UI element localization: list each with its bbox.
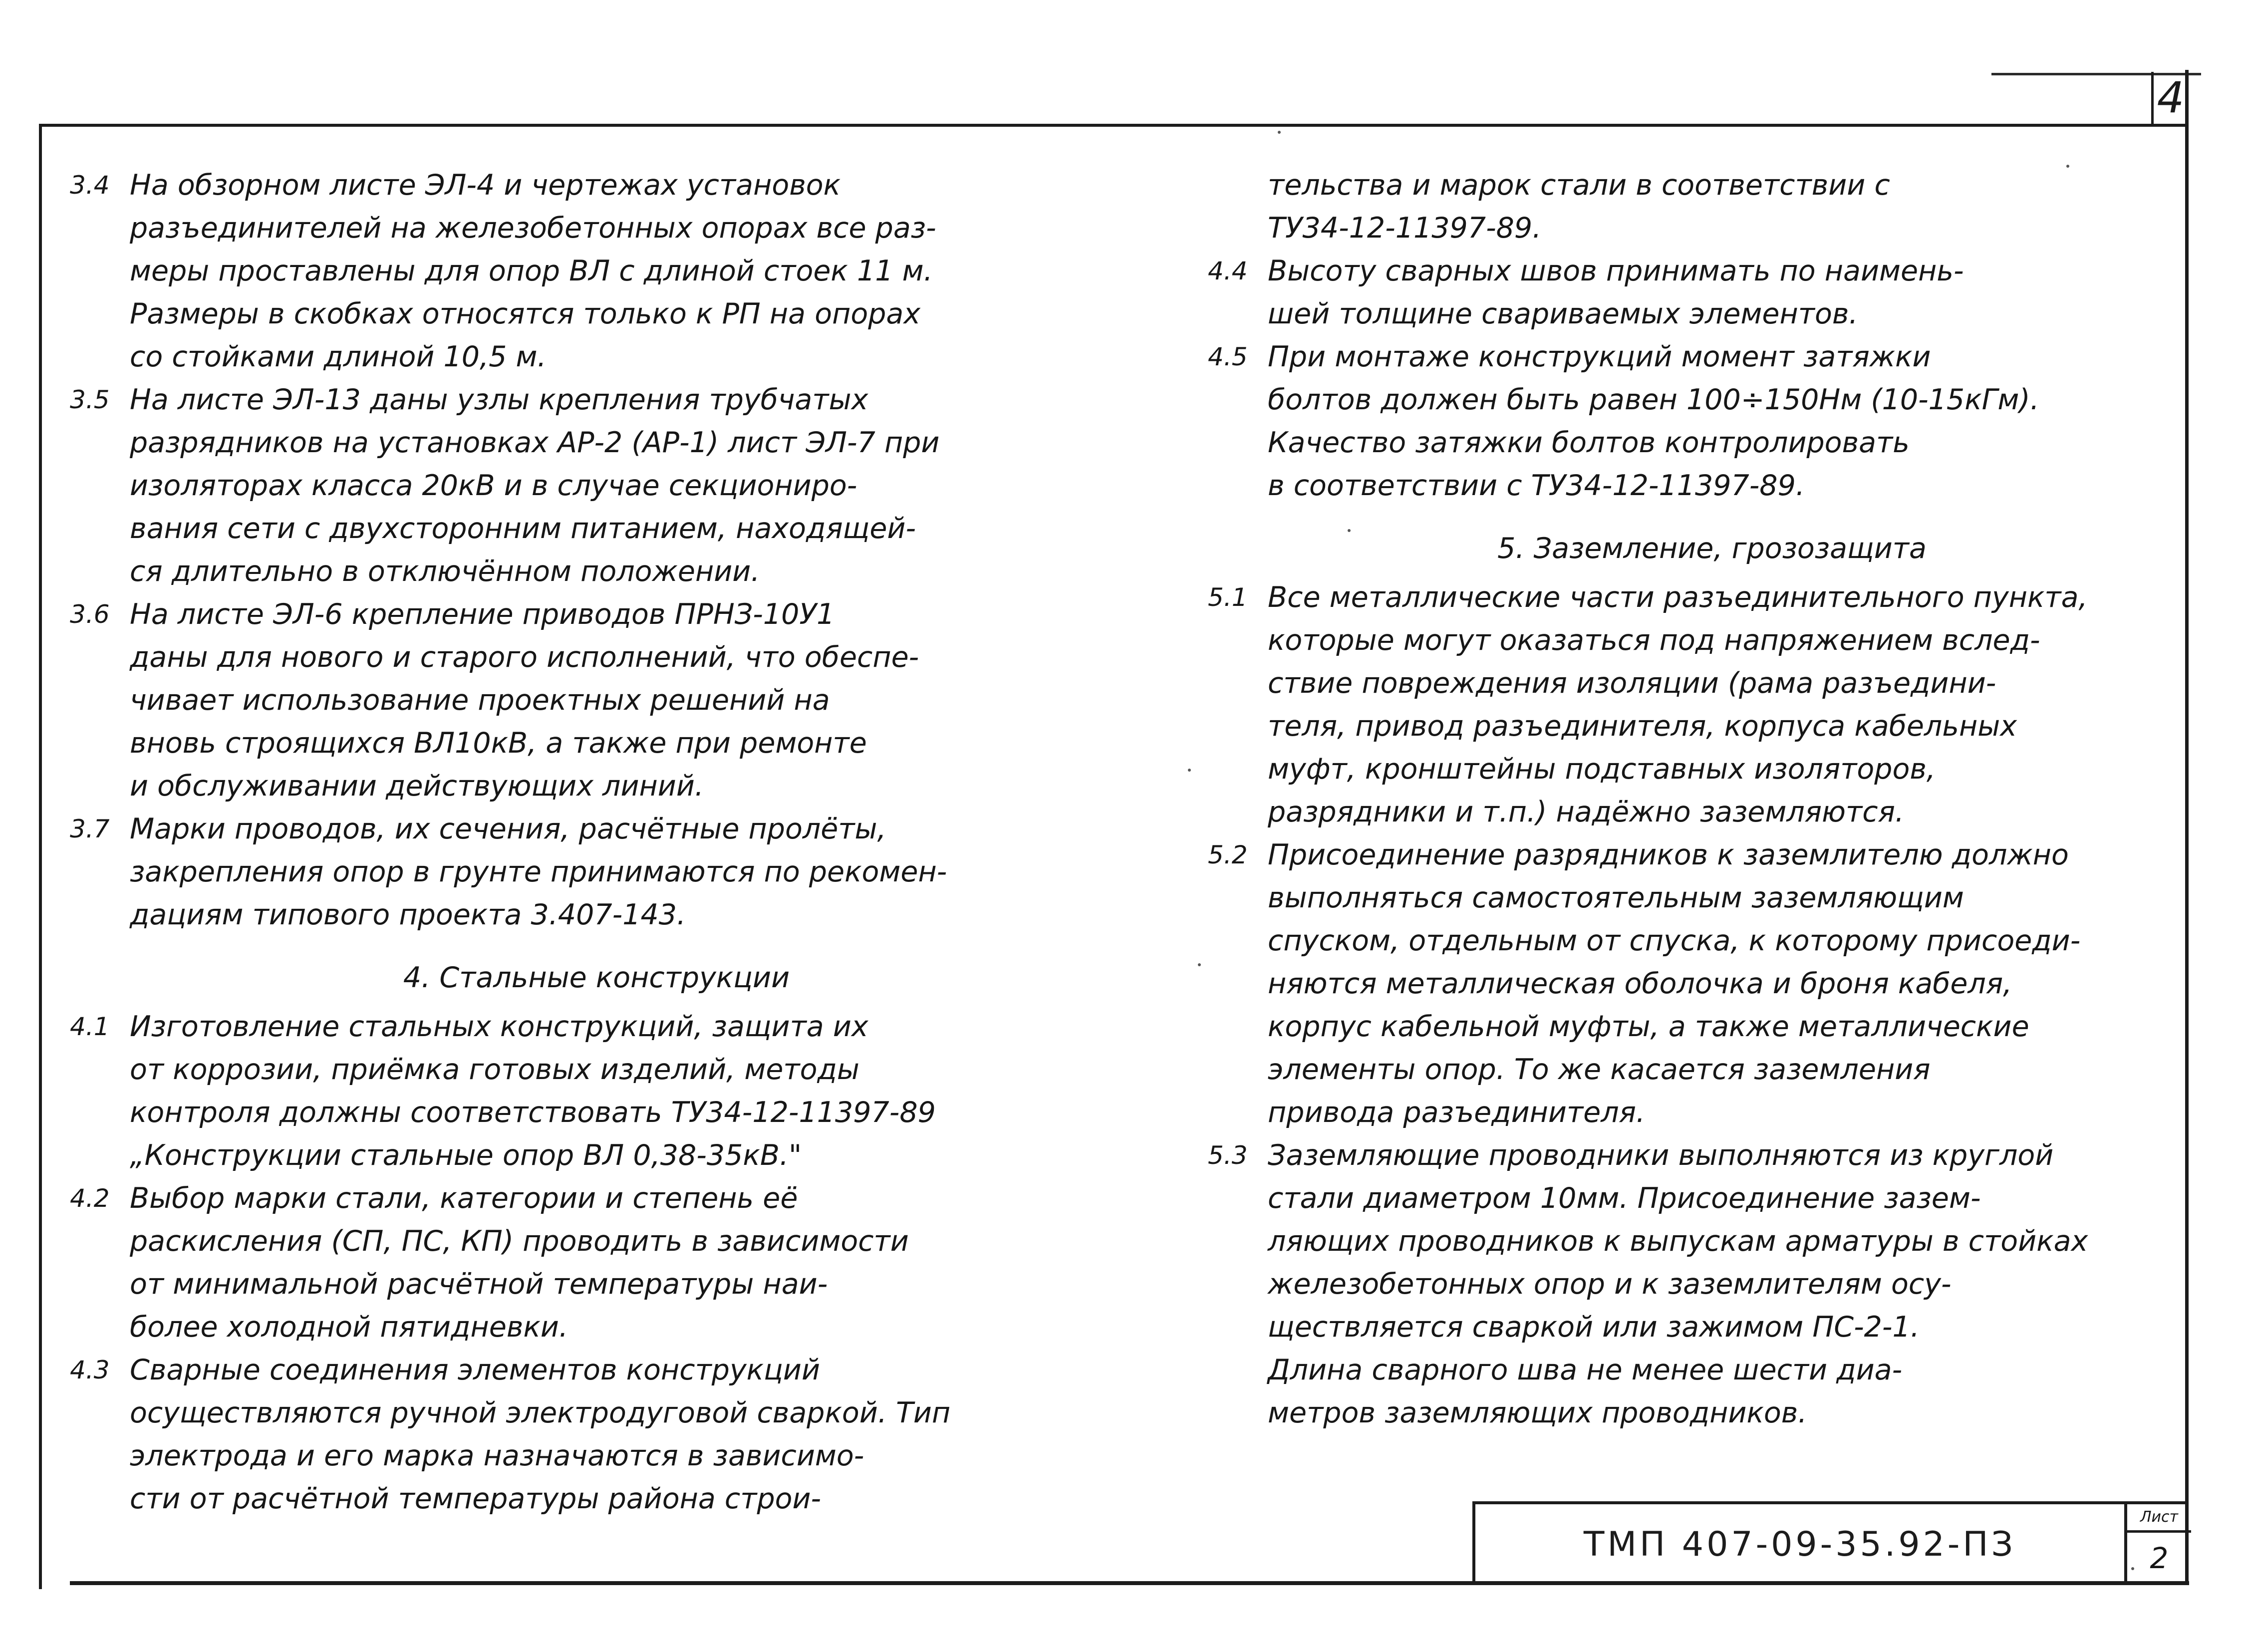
clause-3-4 — [70, 164, 1043, 378]
right-frame-line — [2185, 70, 2189, 1584]
clause-text: На листе ЭЛ-6 крепление приводов ПРНЗ-10У1 даны для нового и старого исполнений, что обеспе- чивает использование проектных решений на вновь строящихся ВЛ10кВ, а также при ремонте и обслуживании действующих линий. — [130, 598, 919, 803]
scan-speck — [1278, 131, 1281, 134]
clause-4-3 — [70, 1349, 1043, 1520]
scan-speck — [1348, 529, 1351, 532]
clause-text: Присоединение разрядников к заземлителю должно выполняться самостоятельным заземляющим спуском, отдельным от спуска, к которому присоеди- няются металлическая оболочка и броня кабеля, корпус кабельной муфты, а также металлические элементы опор. То же касается заземления привода разъединителя. — [1268, 838, 2081, 1129]
clause-4-2 — [70, 1177, 1043, 1349]
clause-number: 5.2 — [1208, 840, 1248, 869]
clause-5-3 — [1208, 1134, 2156, 1434]
clause-number: 3.7 — [70, 815, 110, 843]
clause-number: 4.4 — [1208, 257, 1248, 285]
clause-text: Заземляющие проводники выполняются из круглой стали диаметром 10мм. Присоединение зазем- ляющих проводников к выпускам арматуры в стойках железобетонных опор и к заземлителям осу- ществляется сваркой или зажимом ПС-2-1. Длина сварного шва не менее шести диа- метров заземляющих проводников. — [1268, 1139, 2088, 1429]
clause-4-5 — [1208, 335, 2156, 507]
clause-number: 4.3 — [70, 1356, 110, 1384]
clause-3-5 — [70, 378, 1043, 593]
right-text-column — [1208, 164, 2156, 1434]
clause-3-6 — [70, 593, 1043, 808]
scan-speck — [1198, 963, 1201, 966]
section-5-title: 5. Заземление, грозозащита — [1497, 532, 1927, 565]
clause-4-3-continuation: тельства и марок стали в соответствии с ТУ34-12-11397-89. — [1268, 169, 1890, 245]
clause-4-4 — [1208, 250, 2156, 335]
clause-text: Выбор марки стали, категории и степень её раскисления (СП, ПС, КП) проводить в зависимости от минимальной расчётной температуры наи- более холодной пятидневки. — [130, 1182, 909, 1344]
section-4-title: 4. Стальные конструкции — [403, 961, 790, 994]
clause-number: 3.6 — [70, 600, 110, 629]
clause-text: Изготовление стальных конструкций, защита их от коррозии, приёмка готовых изделий, методы контроля должны соответствовать ТУ34-12-11397-89 „Конструкции стальные опор ВЛ 0,38-35кВ." — [130, 1010, 936, 1172]
title-block — [1472, 1501, 2188, 1584]
clause-3-7 — [70, 808, 1043, 936]
left-text-column — [70, 164, 1043, 1520]
clause-number: 4.5 — [1208, 342, 1248, 371]
clause-number: 5.1 — [1208, 583, 1248, 612]
clause-text: Высоту сварных швов принимать по наимень- шей толщине свариваемых элементов. — [1268, 255, 1964, 330]
clause-5-2 — [1208, 833, 2156, 1134]
sheet-number: 2 — [2150, 1541, 2169, 1575]
clause-text: Сварные соединения элементов конструкций осуществляются ручной электродуговой сваркой. Тип электрода и его марка назначаются в зависимо- сти от расчётной температуры района строи- — [130, 1354, 951, 1515]
clause-5-1 — [1208, 576, 2156, 833]
clause-number: 4.1 — [70, 1012, 110, 1041]
scan-speck — [2131, 1567, 2134, 1570]
clause-text: На листе ЭЛ-13 даны узлы крепления трубчатых разрядников на установках АР-2 (АР-1) лист ЭЛ-7 при изоляторах класса 20кВ и в случае секциониро- вания сети с двухсторонним питанием, находящей- ся длительно в отключённом положении. — [130, 383, 940, 588]
scan-speck — [2066, 165, 2069, 168]
clause-number: 4.2 — [70, 1184, 110, 1213]
document-code: ТМП 407-09-35.92-ПЗ — [1583, 1524, 2016, 1564]
clause-text: На обзорном листе ЭЛ-4 и чертежах установок разъединителей на железобетонных опорах все раз- меры проставлены для опор ВЛ с длиной стоек 11 м. Размеры в скобках относятся только к РП на опорах со стойками длиной 10,5 м. — [130, 169, 936, 373]
clause-text: Все металлические части разъединительного пункта, которые могут оказаться под напряжением вслед- ствие повреждения изоляции (рама разъедини- теля, привод разъединителя, корпуса кабельных муфт, кронштейны подставных изоляторов, разрядники и т.п.) надёжно заземляются. — [1268, 581, 2088, 828]
clause-text: При монтаже конструкций момент затяжки болтов должен быть равен 100÷150Нм (10-15кГм). Качество затяжки болтов контролировать в соответствии с ТУ34-12-11397-89. — [1268, 340, 2039, 502]
clause-number: 3.5 — [70, 385, 110, 414]
scan-speck — [1188, 769, 1191, 772]
sheet-cell — [2124, 1504, 2191, 1584]
page-number-box — [2151, 72, 2188, 124]
clause-number: 3.4 — [70, 171, 110, 200]
clause-text: Марки проводов, их сечения, расчётные пролёты, закрепления опор в грунте принимаются по рекомен- дациям типового проекта 3.407-143. — [130, 813, 947, 931]
page-number: 4 — [2157, 73, 2185, 123]
clause-number: 5.3 — [1208, 1141, 1248, 1170]
clause-4-1 — [70, 1005, 1043, 1177]
sheet-label: Лист — [2127, 1504, 2191, 1533]
